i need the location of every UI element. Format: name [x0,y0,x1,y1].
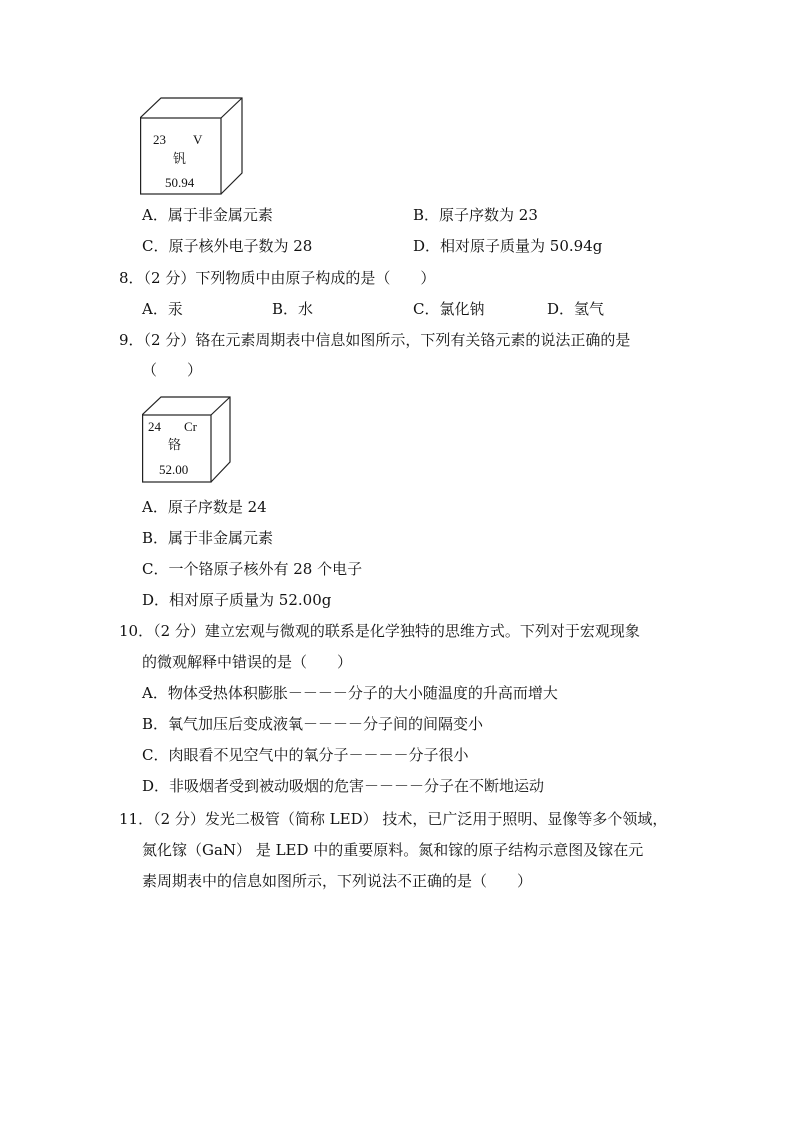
element-symbol: Cr [184,419,197,434]
q11-stem-line3: 素周期表中的信息如图所示，下列说法不正确的是（ ） [142,872,533,890]
q7-option-a: A．属于非金属元素 [142,206,273,224]
q8-option-c: C．氯化钠 [413,300,485,318]
q9-option-b: B．属于非金属元素 [142,529,274,547]
atomic-mass: 52.00 [159,462,189,477]
q8-option-a: A．汞 [142,300,183,318]
vanadium-element-card [140,97,244,197]
q9-stem-line2: （ ） [142,361,203,379]
atomic-number: 24 [148,419,161,434]
atomic-number: 23 [153,132,166,147]
q8-option-d: D．氢气 [547,300,605,318]
q10-option-c: C．肉眼看不见空气中的氧分子－－－－分子很小 [142,746,469,764]
element-name: 铬 [168,438,182,453]
q9-option-d: D．相对原子质量为 52.00g [142,591,332,609]
q9-option-c: C．一个铬原子核外有 28 个电子 [142,560,363,578]
q8-option-b: B．水 [272,300,314,318]
q9-stem-line1: 9．（2 分）铬在元素周期表中信息如图所示，下列有关铬元素的说法正确的是 [119,331,631,349]
q11-stem-line2: 氮化镓（GaN） 是 LED 中的重要原料。氮和镓的原子结构示意图及镓在元 [142,841,644,859]
q8-stem: 8．（2 分）下列物质中由原子构成的是（ ） [119,269,436,287]
chromium-element-card [142,396,232,484]
q10-option-a: A．物体受热体积膨胀－－－－分子的大小随温度的升高而增大 [142,684,558,702]
q10-stem-line1: 10．（2 分）建立宏观与微观的联系是化学独特的思维方式。下列对于宏观现象 [119,622,640,640]
element-name: 钒 [173,152,187,167]
q7-option-b: B．原子序数为 23 [413,206,538,224]
q10-option-d: D．非吸烟者受到被动吸烟的危害－－－－分子在不断地运动 [142,777,545,795]
q7-option-c: C．原子核外电子数为 28 [142,237,313,255]
q10-option-b: B．氧气加压后变成液氧－－－－分子间的间隔变小 [142,715,484,733]
q9-option-a: A．原子序数是 24 [142,498,267,516]
q10-stem-line2: 的微观解释中错误的是（ ） [142,653,353,671]
element-symbol: V [193,132,203,147]
atomic-mass: 50.94 [165,175,195,190]
q7-option-d: D．相对原子质量为 50.94g [413,237,603,255]
q11-stem-line1: 11．（2 分）发光二极管（简称 LED） 技术，已广泛用于照明、显像等多个领域， [119,810,668,828]
